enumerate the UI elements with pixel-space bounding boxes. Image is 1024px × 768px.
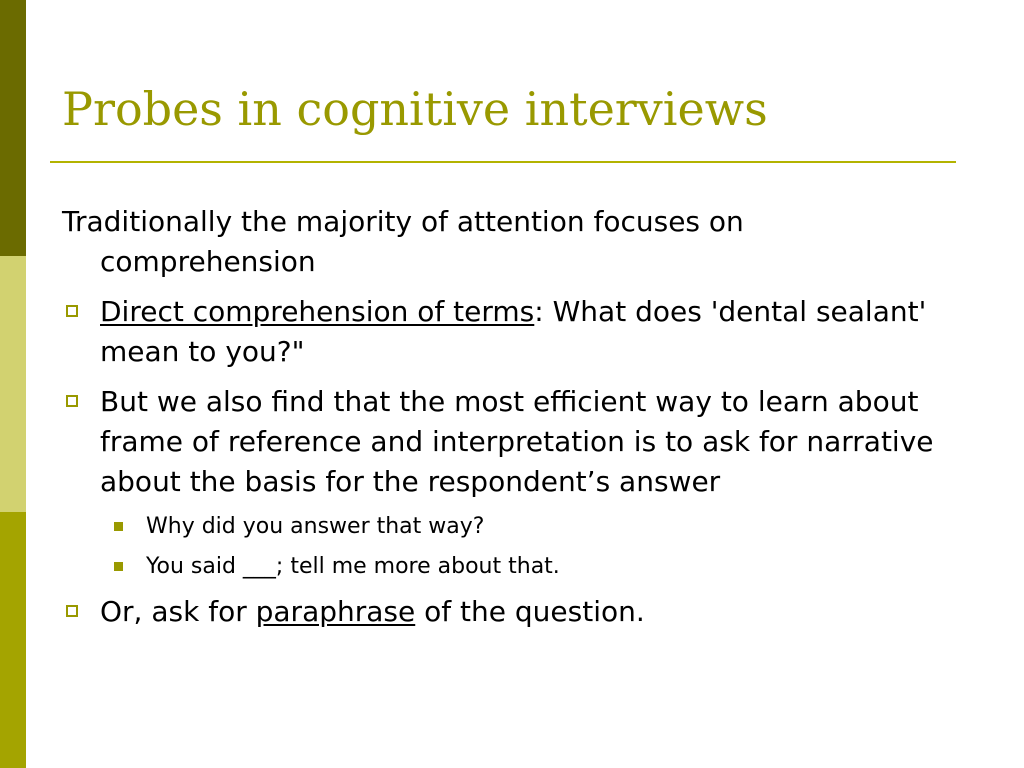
bullet-text-before: Or, ask for [100, 595, 256, 628]
sub-bullet-text: Why did you answer that way? [146, 514, 485, 539]
slide-title: Probes in cognitive interviews [62, 82, 768, 136]
filled-square-bullet-icon [114, 562, 123, 571]
filled-square-bullet-icon [114, 522, 123, 531]
intro-paragraph: Traditionally the majority of attention focuses on comprehension [62, 205, 744, 278]
side-bar-dark [0, 0, 26, 256]
bullet-text-after: of the question. [415, 595, 645, 628]
hollow-square-bullet-icon [66, 395, 78, 407]
hollow-square-bullet-icon [66, 605, 78, 617]
side-bar-mid [0, 512, 26, 768]
title-rule [50, 161, 956, 163]
hollow-square-bullet-icon [66, 305, 78, 317]
bullet-text: : What does 'dental sealant' mean to you?" [100, 295, 927, 368]
bullet-direct-comprehension [62, 292, 962, 372]
sub-bullet-tell-more [62, 552, 962, 582]
bullet-underlined-term: paraphrase [255, 595, 416, 628]
bullet-narrative [62, 382, 962, 502]
side-bar-light [0, 256, 26, 512]
bullet-underlined-term: Direct comprehension of terms [100, 295, 535, 328]
sub-bullet-why [62, 512, 962, 542]
slide-body [62, 202, 962, 642]
bullet-paraphrase [62, 592, 962, 632]
bullet-text: But we also find that the most efficient way to learn about frame of reference and interpretation is to ask for narrative about the basis for the respondent’s answer [100, 385, 934, 498]
sub-bullet-text: You said ___; tell me more about that. [146, 554, 560, 579]
